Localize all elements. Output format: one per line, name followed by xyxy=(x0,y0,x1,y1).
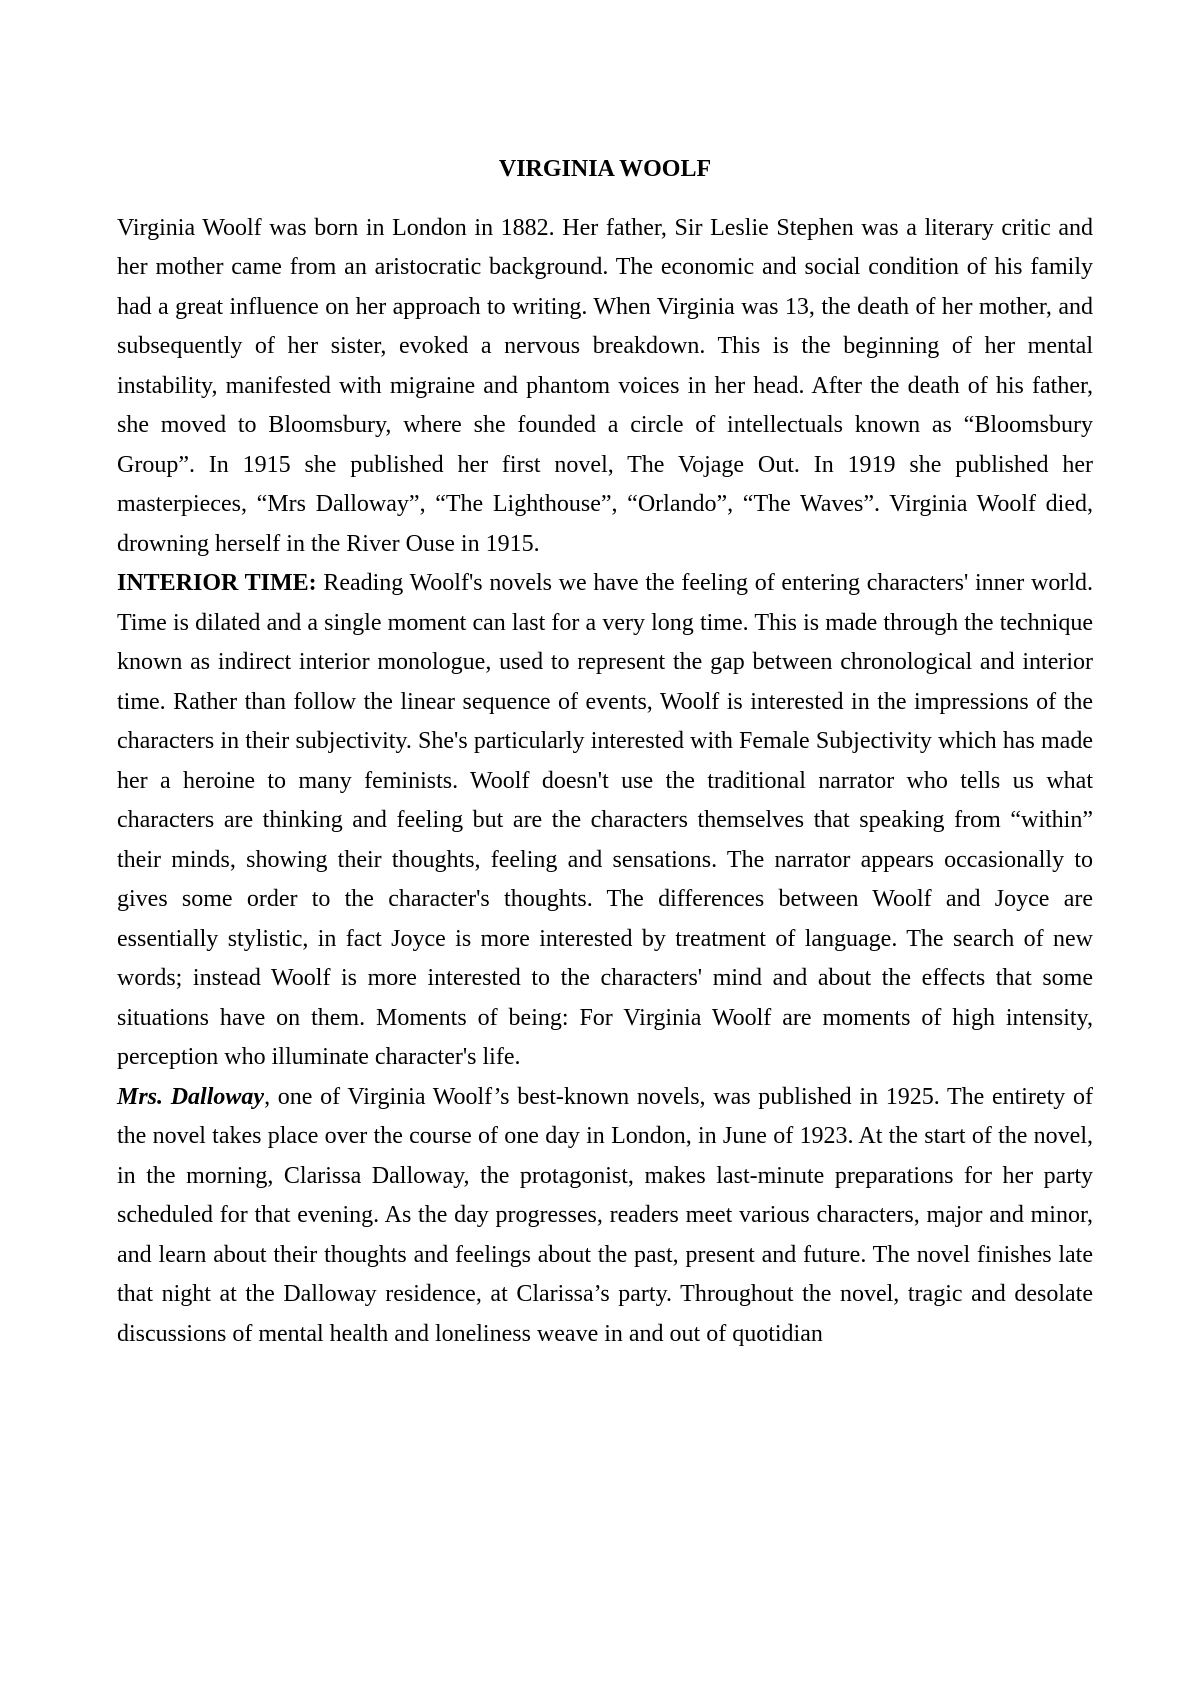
interior-time-body: Reading Woolf's novels we have the feeling of entering characters' inner world. Time is dilated and a single moment can last for a very long time. This is made through the technique known as indirect interior monologue, used to represent the gap between chronological and interior time. Rather than follow the linear sequence of events, Woolf is interested in the impressions of the characters in their subjectivity. She's particularly interested with Female Subjectivity which has made her a heroine to many feminists. Woolf doesn't use the traditional narrator who tells us what characters are thinking and feeling but are the characters themselves that speaking from “within” their minds, showing their thoughts, feeling and sensations. The narrator appears occasionally to gives some order to the character's thoughts. The differences between Woolf and Joyce are essentially stylistic, in fact Joyce is more interested by treatment of language. The search of new words; instead Woolf is more interested to the characters' mind and about the effects that some situations have on them. Moments of being: For Virginia Woolf are moments of high intensity, perception who illuminate character's life. xyxy=(117,570,1093,1070)
paragraph-mrs-dalloway xyxy=(117,1078,1093,1355)
document-title: VIRGINIA WOOLF xyxy=(498,156,712,182)
paragraph-interior-time xyxy=(117,564,1093,1078)
paragraph-biography: Virginia Woolf was born in London in 1882. Her father, Sir Leslie Stephen was a literary critic and her mother came from an aristocratic background. The economic and social condition of his family had a great influence on her approach to writing. When Virginia was 13, the death of her mother, and subsequently of her sister, evoked a nervous breakdown. This is the beginning of her mental instability, manifested with migraine and phantom voices in her head. After the death of his father, she moved to Bloomsbury, where she founded a circle of intellectuals known as “Bloomsbury Group”. In 1915 she published her first novel, The Vojage Out. In 1919 she published her masterpieces, “Mrs Dalloway”, “The Lighthouse”, “Orlando”, “The Waves”. Virginia Woolf died, drowning herself in the River Ouse in 1915. xyxy=(117,214,1093,557)
interior-time-heading: INTERIOR TIME: xyxy=(117,570,317,596)
mrs-dalloway-heading: Mrs. Dalloway xyxy=(117,1083,265,1110)
document-body xyxy=(117,150,1093,1354)
mrs-dalloway-body: , one of Virginia Woolf’s best-known novels, was published in 1925. The entirety of the novel takes place over the course of one day in London, in June of 1923. At the start of the novel, in the morning, Clarissa Dalloway, the protagonist, makes last-minute preparations for her party scheduled for that evening. As the day progresses, readers meet various characters, major and minor, and learn about their thoughts and feelings about the past, present and future. The novel finishes late that night at the Dalloway residence, at Clarissa’s party. Throughout the novel, tragic and desolate discussions of mental health and loneliness weave in and out of quotidian xyxy=(117,1083,1093,1347)
